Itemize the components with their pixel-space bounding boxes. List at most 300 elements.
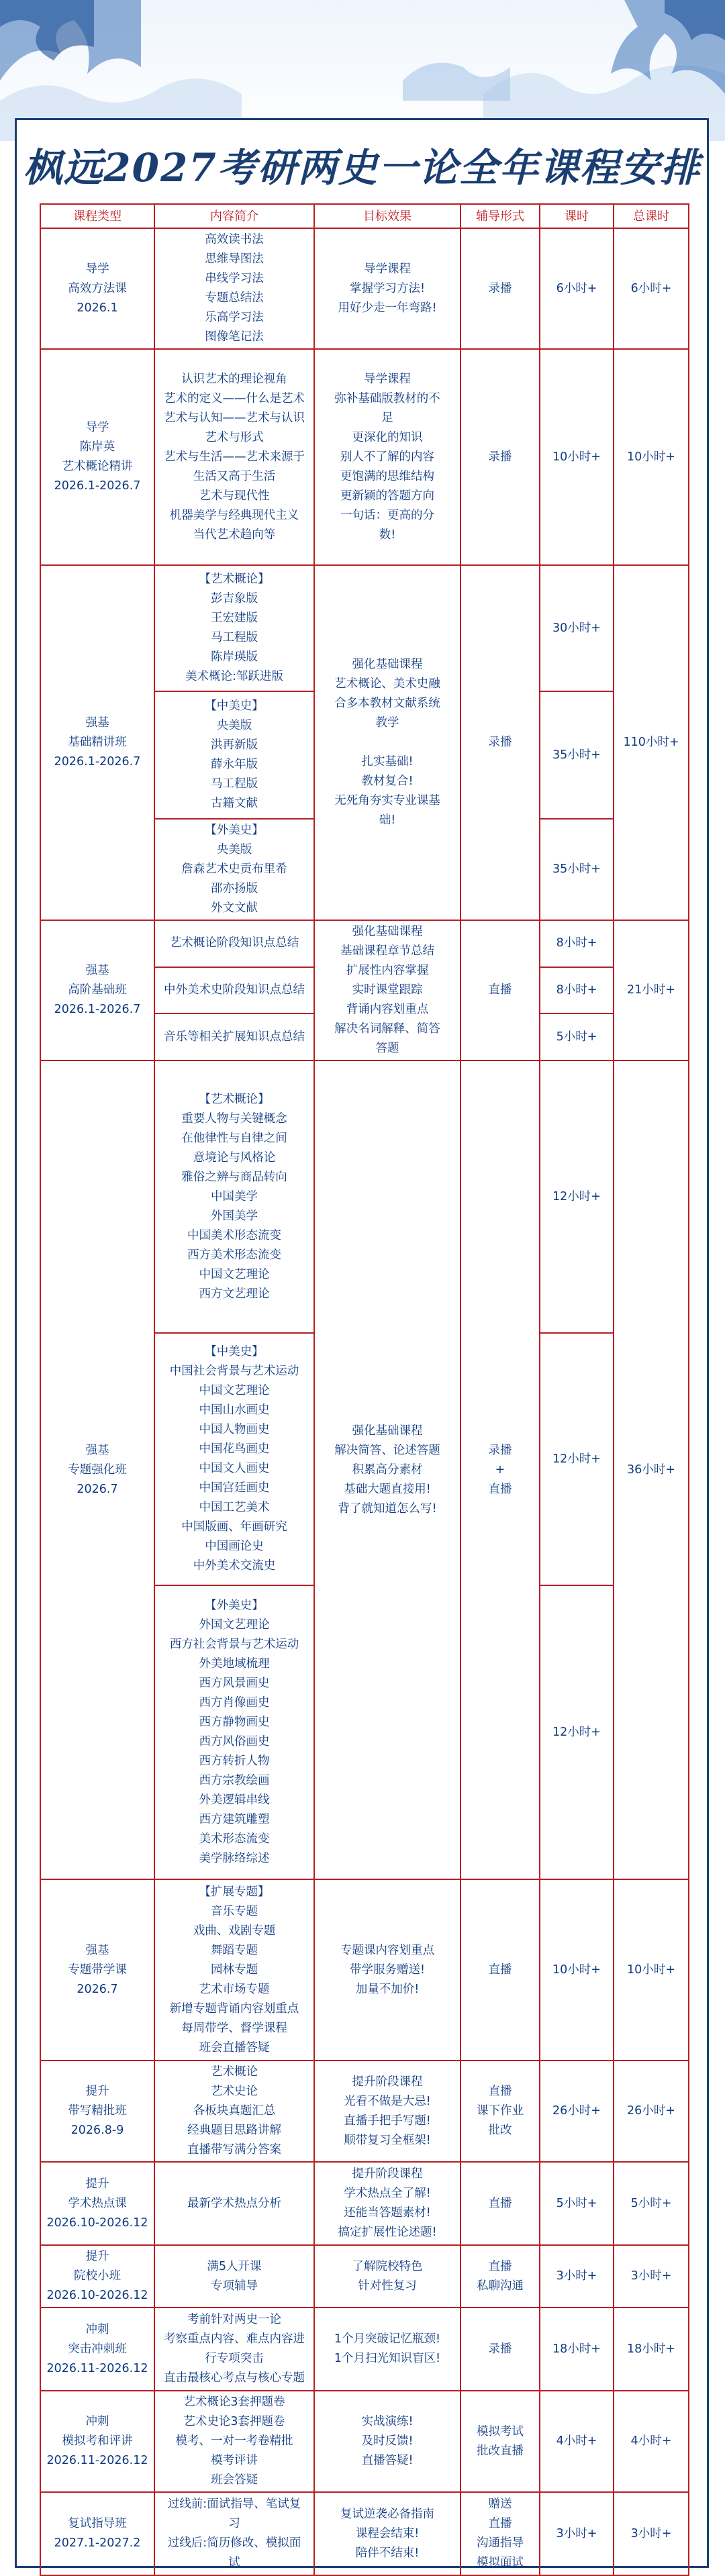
course-hours: 6小时+ (540, 228, 614, 349)
course-schedule-table (40, 203, 689, 2576)
course-content-line: 【外美史】 (205, 1599, 264, 1612)
course-hours: 12小时+ (540, 1333, 614, 1585)
table-row (40, 2492, 689, 2575)
course-type-line: 2026.7 (77, 1982, 118, 1996)
course-content-line: 美术概论:邹跃进版 (185, 670, 283, 683)
course-content-line: 在他律性与自律之间 (181, 1131, 287, 1145)
course-hours: 3小时+ (540, 2492, 614, 2575)
course-content-line: 外国美学 (211, 1209, 258, 1223)
course-content-line: 【中美史】 (205, 699, 264, 713)
course-content-line: 经典题目思路讲解 (187, 2124, 281, 2137)
course-content-line: 央美版 (216, 719, 252, 732)
course-goal-line: 了解院校特色 (352, 2259, 423, 2273)
course-content-line: 【艺术概论】 (199, 1092, 270, 1106)
course-content (154, 228, 314, 349)
course-type (40, 2162, 154, 2245)
course-type (40, 920, 154, 1060)
course-content-line: 意境论与风格论 (193, 1150, 276, 1165)
course-content-line: 王宏建版 (211, 611, 258, 625)
course-content-line: 西方转折人物 (199, 1754, 270, 1768)
course-goal-line: 顺带复习全框架! (344, 2133, 431, 2147)
course-type-line: 2026.8-9 (70, 2124, 124, 2137)
course-format-line: 直播 (488, 2196, 512, 2210)
course-total-hours: 6小时+ (614, 228, 689, 349)
course-content-line: 中国文艺理论 (199, 1267, 270, 1281)
course-goal-line: 实战演练! (361, 2415, 414, 2428)
course-type-line: 2026.1 (77, 301, 118, 315)
course-content (154, 2245, 314, 2308)
course-type-line: 基础精讲班 (68, 736, 127, 749)
course-type-line: 导学 (85, 421, 109, 434)
course-format-line: 录播 (488, 2342, 512, 2356)
course-goal-line: 无死角夯实专业课基 (334, 794, 440, 807)
course-goal (314, 565, 461, 920)
course-content-line: 美学脉络综述 (199, 1852, 270, 1865)
course-content-line: 雅俗之辨与商品转向 (181, 1170, 287, 1184)
course-content-line: 机器美学与经典现代主义 (169, 508, 299, 522)
course-format-line: 直播 (488, 1963, 512, 1977)
course-content-line: 西方静物画史 (199, 1716, 270, 1729)
table-row (40, 349, 689, 565)
course-content-line: 艺术与认知——艺术与认识 (164, 411, 305, 425)
course-content-line: 专题总结法 (205, 291, 264, 305)
course-goal-line: 直播手把手写题! (344, 2114, 431, 2128)
course-type-line: 2026.10-2026.12 (46, 2289, 148, 2302)
course-goal-line: 解决名词解释、简答 (334, 1022, 440, 1036)
course-content-line: 艺术市场专题 (199, 1982, 270, 1996)
course-content-line: 每周带学、督学课程 (181, 2021, 287, 2035)
course-content (154, 349, 314, 565)
course-goal-line: 教学 (375, 716, 399, 730)
table-header-row (40, 204, 689, 228)
course-goal-line: 一句话：更高的分 (340, 508, 434, 522)
course-format-line: 录播 (488, 281, 512, 295)
course-type (40, 349, 154, 565)
course-content-line: 图像笔记法 (205, 330, 264, 344)
course-goal-line: 还能当答题素材! (344, 2206, 431, 2220)
course-total-hours: 18小时+ (614, 2308, 689, 2391)
course-content (154, 819, 314, 920)
course-content-line: 习 (228, 2517, 240, 2530)
course-hours: 8小时+ (540, 920, 614, 967)
course-goal-line: 解决简答、论述答题 (334, 1443, 440, 1457)
course-content-line: 西方文艺理论 (199, 1287, 270, 1301)
course-format-line: 直播 (488, 983, 512, 997)
course-content-line: 外文文献 (211, 901, 258, 915)
course-content (154, 920, 314, 967)
course-content (154, 2308, 314, 2391)
course-type (40, 1879, 154, 2061)
course-content-line: 考察重点内容、难点内容进 (164, 2332, 305, 2346)
table-row (40, 1879, 689, 2061)
course-content-line: 洪再新版 (211, 738, 258, 752)
course-goal-line: 提升阶段课程 (352, 2075, 423, 2089)
course-content-line: 外美地域梳理 (199, 1657, 270, 1671)
course-goal-line: 更深化的知识 (352, 430, 423, 444)
course-goal (314, 2162, 461, 2245)
course-content-line: 艺术与现代性 (199, 489, 270, 503)
course-format (461, 228, 540, 349)
course-type (40, 1060, 154, 1879)
table-row (40, 2245, 689, 2308)
course-total-hours: 3小时+ (614, 2492, 689, 2575)
course-hours: 35小时+ (540, 691, 614, 819)
table-row (40, 920, 689, 967)
course-content-line: 西方肖像画史 (199, 1696, 270, 1710)
course-format (461, 920, 540, 1060)
course-type (40, 565, 154, 920)
course-content-line: 音乐专题 (211, 1904, 258, 1918)
course-goal-line: 数! (379, 528, 396, 542)
course-format-line: + (495, 1463, 505, 1477)
course-content-line: 各板块真题汇总 (193, 2104, 276, 2118)
course-content-line: 专项辅导 (211, 2279, 258, 2293)
course-goal (314, 2061, 461, 2162)
course-total-hours: 26小时+ (614, 2061, 689, 2162)
course-content-line: 过线后:简历修改、模拟面 (167, 2536, 301, 2550)
course-type (40, 2391, 154, 2492)
course-hours: 10小时+ (540, 1879, 614, 2061)
course-type-line: 2026.10-2026.12 (46, 2216, 148, 2230)
course-format-line: 私聊沟通 (477, 2279, 524, 2293)
course-content (154, 1585, 314, 1879)
table-row (40, 565, 689, 691)
course-content-line: 满5人开课 (207, 2259, 262, 2273)
course-content-line: 西方风景画史 (199, 1677, 270, 1690)
course-content (154, 691, 314, 819)
header-format: 辅导形式 (461, 204, 540, 228)
course-hours: 4小时+ (540, 2391, 614, 2492)
schedule-frame (15, 118, 709, 2568)
course-hours: 5小时+ (540, 2162, 614, 2245)
course-type-line: 陈岸英 (79, 440, 115, 454)
course-type-line: 冲刺 (85, 2415, 109, 2428)
course-content (154, 2162, 314, 2245)
table-row (40, 2308, 689, 2391)
course-type-line: 冲刺 (85, 2322, 109, 2336)
course-content-line: 外美逻辑串线 (199, 1793, 270, 1807)
course-type-line: 2026.7 (77, 1482, 118, 1496)
course-goal-line: 专题课内容划重点 (340, 1943, 434, 1957)
course-type-line: 2026.1-2026.7 (54, 755, 141, 769)
course-type-line: 院校小班 (74, 2269, 121, 2283)
course-goal-line: 更饱满的思维结构 (340, 469, 434, 483)
course-goal-line: 合多本教材文献系统 (334, 697, 440, 710)
course-content-line: 认识艺术的理论视角 (181, 372, 287, 386)
course-goal-line: 扩展性内容掌握 (346, 964, 429, 977)
course-content-line: 重要人物与关键概念 (181, 1111, 287, 1126)
course-content-line: 中国社会背景与艺术运动 (169, 1365, 299, 1378)
course-content-line: 中国山水画史 (199, 1403, 270, 1417)
course-format (461, 565, 540, 920)
course-goal (314, 920, 461, 1060)
course-format-line: 批改 (488, 2124, 512, 2137)
course-type-line: 提升 (85, 2177, 109, 2191)
course-format-line: 直播 (488, 2517, 512, 2530)
course-goal-line: 基础课程章节总结 (340, 944, 434, 958)
course-type-line: 2026.1-2026.7 (54, 1003, 141, 1016)
course-format-line: 模拟考试 (477, 2424, 524, 2438)
header-goal: 目标效果 (314, 204, 461, 228)
course-content-line: 【扩展专题】 (199, 1885, 270, 1899)
course-content-line: 中国美术形态流变 (187, 1228, 281, 1242)
course-goal-line: 扎实基础! (361, 755, 414, 769)
course-goal-line: 及时反馈! (361, 2434, 414, 2448)
course-type-line: 2026.11-2026.12 (46, 2454, 148, 2467)
course-content-line: 戏曲、戏剧专题 (193, 1924, 276, 1938)
course-type-line: 强基 (85, 964, 109, 977)
course-type-line: 带写精批班 (68, 2104, 127, 2118)
course-content-line: 中国文人画史 (199, 1462, 270, 1475)
page-title: 枫远2027考研两史一论全年课程安排 (23, 145, 701, 191)
course-hours: 18小时+ (540, 2308, 614, 2391)
course-content-line: 生活又高于生活 (193, 469, 276, 483)
course-content-line: 中国版画、年画研究 (181, 1520, 287, 1534)
course-goal-line: 用好少走一年弯路! (338, 301, 437, 315)
course-goal-line: 复试逆袭必备指南 (340, 2507, 434, 2521)
course-content-line: 【中美史】 (205, 1345, 264, 1358)
course-hours: 5小时+ (540, 1013, 614, 1060)
course-content-line: 中国美学 (211, 1189, 258, 1203)
course-type (40, 2245, 154, 2308)
header-total-hours: 总课时 (614, 204, 689, 228)
header-course-type: 课程类型 (40, 204, 154, 228)
course-content-line: 高效读书法 (205, 233, 264, 246)
course-hours: 12小时+ (540, 1060, 614, 1333)
course-hours: 26小时+ (540, 2061, 614, 2162)
header-hours: 课时 (540, 204, 614, 228)
course-type-line: 2027.1-2027.2 (54, 2536, 141, 2550)
course-type-line: 高阶基础班 (68, 983, 127, 997)
course-content (154, 2391, 314, 2492)
table-row (40, 2162, 689, 2245)
course-type-line: 强基 (85, 1943, 109, 1957)
course-goal-line: 教材复合! (361, 775, 414, 788)
course-goal-line: 直播答疑! (361, 2454, 414, 2467)
course-type-line: 艺术概论精讲 (62, 460, 133, 473)
course-hours: 12小时+ (540, 1585, 614, 1879)
course-format-line: 课下作业 (477, 2104, 524, 2118)
course-type-line: 突击冲刺班 (68, 2342, 127, 2356)
course-content-line: 邵亦扬版 (211, 882, 258, 895)
course-goal-line: 艺术概论、美术史融 (334, 677, 440, 691)
course-content (154, 1060, 314, 1333)
course-content (154, 1879, 314, 2061)
course-goal-line: 1个月扫光知识盲区! (334, 2352, 441, 2365)
course-goal (314, 1879, 461, 2061)
course-content-line: 思维导图法 (205, 252, 264, 266)
course-type (40, 228, 154, 349)
course-content-line: 班会直播答疑 (199, 2040, 270, 2054)
course-format-line: 模拟面试 (477, 2556, 524, 2569)
course-content-line: 艺术概论 (211, 2065, 258, 2079)
course-goal (314, 2245, 461, 2308)
course-type-line: 专题带学课 (68, 1963, 127, 1977)
course-content-line: 央美版 (216, 843, 252, 856)
course-goal (314, 1060, 461, 1879)
course-format-line: 直播 (488, 2085, 512, 2098)
course-total-hours: 5小时+ (614, 2162, 689, 2245)
course-content (154, 2061, 314, 2162)
course-content-line: 中国人物画史 (199, 1423, 270, 1436)
course-content-line: 艺术史论 (211, 2085, 258, 2098)
course-goal-line: 背诵内容划重点 (346, 1003, 429, 1016)
course-goal-line: 强化基础课程 (352, 925, 423, 938)
course-goal-line: 弥补基础版教材的不 (334, 391, 440, 405)
course-content-line: 班会答疑 (211, 2473, 258, 2487)
course-format-line: 录播 (488, 1443, 512, 1457)
course-content-line: 陈岸瑛版 (211, 650, 258, 664)
course-goal-line: 背了就知道怎么写! (338, 1501, 437, 1516)
course-goal (314, 349, 461, 565)
course-content-line: 西方宗教绘画 (199, 1774, 270, 1787)
course-content-line: 最新学术热点分析 (187, 2196, 281, 2210)
course-goal-line: 1个月突破记忆瓶颈! (334, 2332, 441, 2346)
course-goal-line: 针对性复习 (358, 2279, 417, 2293)
course-content-line: 直播带写满分答案 (187, 2143, 281, 2157)
course-content (154, 2492, 314, 2575)
course-content-line: 艺术史论3套押题卷 (183, 2415, 285, 2428)
course-total-hours: 10小时+ (614, 349, 689, 565)
course-content-line: 艺术的定义——什么是艺术 (164, 391, 305, 405)
course-goal-line: 导学课程 (364, 262, 411, 276)
course-type-line: 提升 (85, 2085, 109, 2098)
course-type-line: 导学 (85, 262, 109, 276)
course-format (461, 1060, 540, 1879)
course-goal-line: 光看不做是大忌! (344, 2094, 431, 2108)
course-total-hours: 3小时+ (614, 2245, 689, 2308)
course-type (40, 2492, 154, 2575)
course-goal-line: 陪伴不结束! (355, 2546, 420, 2560)
course-content-line: 中国文艺理论 (199, 1384, 270, 1397)
course-type (40, 2061, 154, 2162)
course-goal-line: 带学服务赠送! (349, 1963, 425, 1977)
course-goal-line: 别人不了解的内容 (340, 450, 434, 464)
course-content-line: 串线学习法 (205, 272, 264, 285)
course-type-line: 提升 (85, 2250, 109, 2263)
table-row (40, 2061, 689, 2162)
course-goal-line: 加量不加价! (355, 1982, 420, 1996)
course-content-line: 艺术与形式 (205, 430, 264, 444)
course-content-line: 新增专题背诵内容划重点 (169, 2001, 299, 2016)
course-type-line: 复试指导班 (68, 2517, 127, 2530)
course-content-line: 乐高学习法 (205, 311, 264, 324)
course-content-line: 西方美术形态流变 (187, 1248, 281, 1262)
course-goal-line: 础! (379, 813, 396, 827)
course-content-line: 古籍文献 (211, 797, 258, 810)
course-goal-line: 课程会结束! (355, 2526, 420, 2540)
course-hours: 35小时+ (540, 819, 614, 920)
course-content-line: 艺术概论阶段知识点总结 (169, 936, 299, 950)
course-format-line: 沟通指导 (477, 2536, 524, 2550)
course-hours: 8小时+ (540, 967, 614, 1014)
course-content-line: 中国宫廷画史 (199, 1481, 270, 1495)
course-content-line: 西方社会背景与艺术运动 (169, 1638, 299, 1651)
course-content-line: 马工程版 (211, 631, 258, 644)
course-goal (314, 2492, 461, 2575)
course-type-line: 2026.11-2026.12 (46, 2361, 148, 2375)
course-content-line: 舞蹈专题 (211, 1943, 258, 1957)
course-content-line: 中外美术交流史 (193, 1559, 276, 1573)
course-goal-line: 搞定扩展性论述题! (338, 2226, 437, 2239)
course-type-line: 高效方法课 (68, 281, 127, 295)
course-total-hours: 21小时+ (614, 920, 689, 1060)
course-content-line: 中国工艺美术 (199, 1501, 270, 1514)
course-content (154, 1013, 314, 1060)
course-format (461, 349, 540, 565)
course-content (154, 1333, 314, 1585)
course-format (461, 2492, 540, 2575)
course-goal (314, 2308, 461, 2391)
course-hours: 30小时+ (540, 565, 614, 691)
course-content-line: 模考、一对一考卷精批 (175, 2434, 293, 2448)
course-total-hours: 10小时+ (614, 1879, 689, 2061)
course-total-hours: 36小时+ (614, 1060, 689, 1879)
course-content-line: 模考评讲 (211, 2454, 258, 2467)
course-content-line: 中外美术史阶段知识点总结 (164, 983, 305, 997)
course-goal-line: 掌握学习方法! (349, 281, 425, 295)
course-content-line: 詹森艺术史贡布里希 (181, 862, 287, 876)
course-content-line: 音乐等相关扩展知识点总结 (164, 1030, 305, 1044)
course-hours: 3小时+ (540, 2245, 614, 2308)
course-content-line: 当代艺术趋向等 (193, 528, 276, 542)
course-content-line: 艺术与生活——艺术来源于 (164, 450, 305, 464)
course-goal-line: 基础大题直接用! (344, 1482, 431, 1496)
course-content-line: 艺术概论3套押题卷 (183, 2395, 285, 2409)
course-format (461, 2061, 540, 2162)
course-content-line: 中国画论史 (205, 1540, 264, 1553)
table-row (40, 2391, 689, 2492)
course-format-line: 批改直播 (477, 2444, 524, 2458)
course-content-line: 【艺术概论】 (199, 573, 270, 586)
course-goal-line: 强化基础课程 (352, 658, 423, 671)
course-goal-line: 导学课程 (364, 372, 411, 386)
course-goal-line: 答题 (375, 1042, 399, 1055)
course-type (40, 2308, 154, 2391)
course-type-line: 强基 (85, 1443, 109, 1457)
course-type-line: 专题强化班 (68, 1463, 127, 1477)
course-format-line: 直播 (488, 1482, 512, 1496)
course-format (461, 2308, 540, 2391)
course-type-line: 学术热点课 (68, 2196, 127, 2210)
table-row (40, 228, 689, 349)
course-type-line: 强基 (85, 716, 109, 730)
course-hours: 10小时+ (540, 349, 614, 565)
course-total-hours: 4小时+ (614, 2391, 689, 2492)
table-row (40, 1060, 689, 1333)
course-content-line: 园林专题 (211, 1963, 258, 1977)
course-content-line: 西方建筑雕塑 (199, 1813, 270, 1826)
course-format (461, 2162, 540, 2245)
course-content-line: 过线前:面试指导、笔试复 (167, 2497, 301, 2511)
course-goal-line: 实时课堂跟踪 (352, 983, 423, 997)
course-goal-line: 更新颖的答题方向 (340, 489, 434, 503)
header-content: 内容简介 (154, 204, 314, 228)
course-content-line: 行专项突击 (205, 2352, 264, 2365)
course-format-line: 录播 (488, 450, 512, 464)
course-format-line: 直播 (488, 2259, 512, 2273)
course-format (461, 2391, 540, 2492)
course-content-line: 美术形态流变 (199, 1832, 270, 1846)
course-goal-line: 学术热点全了解! (344, 2187, 431, 2200)
course-content (154, 967, 314, 1014)
course-content-line: 考前针对两史一论 (187, 2313, 281, 2326)
course-goal-line (317, 733, 458, 752)
course-type-line: 2026.1-2026.7 (54, 479, 141, 493)
course-content (154, 565, 314, 691)
course-content-line: 中国花鸟画史 (199, 1442, 270, 1456)
course-goal-line: 强化基础课程 (352, 1424, 423, 1438)
